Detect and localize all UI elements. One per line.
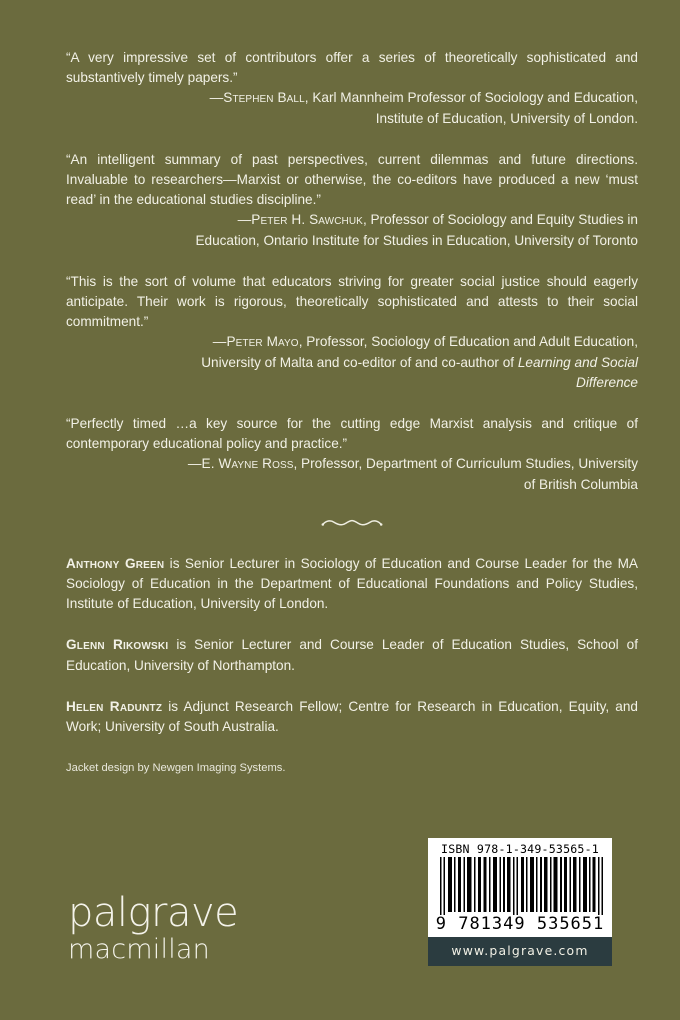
publisher-website-bar[interactable] <box>428 937 612 966</box>
endorsement-quote-text: “This is the sort of volume that educators striving for greater social justice should eagerly anticipate. Their work is rigorous, theoretically sophisticated and attests to their social commitment.” <box>66 273 638 330</box>
publisher-logo <box>68 890 239 965</box>
author-name: Anthony Green <box>66 555 165 571</box>
jacket-design-credit: Jacket design by Newgen Imaging Systems. <box>66 762 286 774</box>
endorsement-quote-text: “A very impressive set of contributors offer a series of theoretically sophisticated and substantively timely papers.” <box>66 50 638 86</box>
endorsement-quote-text: “Perfectly timed …a key source for the cutting edge Marxist analysis and critique of contemporary educational policy and practice.” <box>66 416 638 452</box>
ornament-divider <box>66 516 638 538</box>
endorsement-attribution-name: —Peter Mayo <box>212 334 299 350</box>
author-bios <box>66 554 638 737</box>
barcode-card <box>428 838 612 937</box>
endorsement-attribution <box>66 88 638 128</box>
barcode-block <box>428 838 612 966</box>
author-bio <box>66 554 638 615</box>
endorsement-quote-text: “An intelligent summary of past perspectives, current dilemmas and future directions. Invaluable to researchers—Marxist or otherwise, the co-editors have produced a new ‘must read’ in the educational studies discipline.” <box>66 151 638 208</box>
publisher-logo-palgrave: palgrave <box>68 890 239 936</box>
author-bio-text: is Adjunct Research Fellow; Centre for Research in Education, Equity, and Work; University of South Australia. <box>66 698 638 735</box>
endorsement-attribution-rest: , Professor, Department of Curriculum Studies, University of British Columbia <box>293 456 638 492</box>
endorsement-attribution-name: —Peter H. Sawchuk <box>237 212 363 228</box>
endorsement-attribution <box>66 332 638 393</box>
endorsement-attribution <box>66 454 638 494</box>
endorsement-block <box>66 414 638 495</box>
endorsement-block <box>66 150 638 251</box>
author-bio-text: is Senior Lecturer and Course Leader of Education Studies, School of Education, University of Northampton. <box>66 637 639 673</box>
endorsement-attribution <box>66 210 638 250</box>
endorsement-attribution-rest: , Professor of Sociology and Equity Studies in Education, Ontario Institute for Studies in Education, University of Toronto <box>195 212 638 248</box>
isbn-text: ISBN 978-1-349-53565-1 <box>441 842 599 856</box>
author-bio <box>66 697 638 737</box>
endorsement-attribution-name: —E. Wayne Ross <box>187 456 294 472</box>
author-bio-text: is Senior Lecturer in Sociology of Education and Course Leader for the MA Sociology of Education in the Department of Educational Foundations and Policy Studies, Institute of Education, University of London. <box>66 555 638 612</box>
cover-content <box>66 48 638 758</box>
endorsement-cited-title: Learning and Social Difference <box>517 354 638 390</box>
publisher-website-text: www.palgrave.com <box>451 943 589 958</box>
endorsement-block <box>66 272 638 393</box>
endorsement-block <box>66 48 638 129</box>
endorsement-attribution-rest: , Karl Mannheim Professor of Sociology and Education, Institute of Education, University of London. <box>304 90 638 126</box>
flourish-ornament-icon <box>321 516 383 530</box>
endorsement-attribution-name: —Stephen Ball <box>209 90 305 106</box>
author-name: Glenn Rikowski <box>66 637 169 653</box>
publisher-logo-macmillan: macmillan <box>68 934 210 965</box>
barcode-digits: 9 781349 535651 <box>435 914 605 934</box>
endorsement-attribution-rest: , Professor, Sociology of Education and Adult Education, University of Malta and co-editor of and co-author of <box>201 334 638 370</box>
author-name: Helen Raduntz <box>66 698 163 714</box>
barcode-bars-icon <box>434 857 606 915</box>
author-bio <box>66 635 638 675</box>
